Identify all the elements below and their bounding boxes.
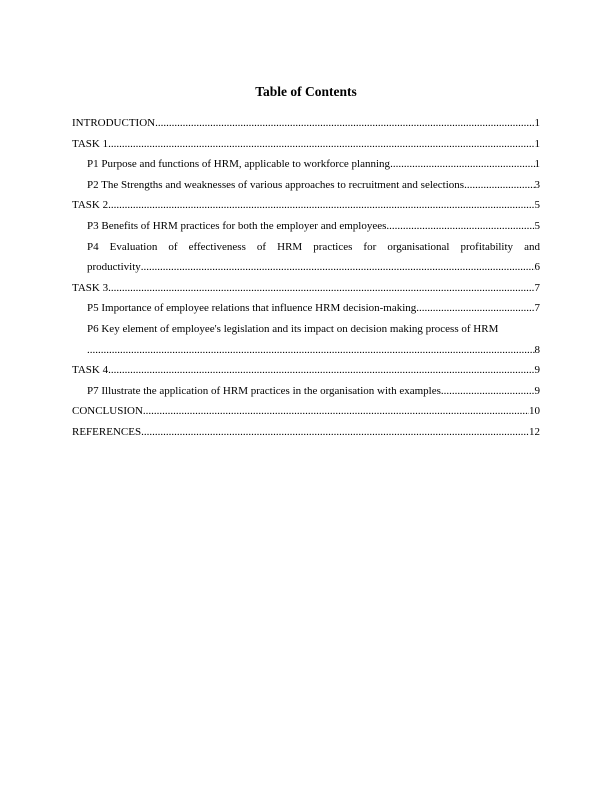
toc-entry-text: P4 Evaluation of effectiveness of HRM practices for organisational profitability and (87, 240, 540, 253)
toc-entry-task-2[interactable] (72, 195, 540, 216)
toc-entry-p7[interactable] (72, 381, 540, 402)
toc-entry-text: TASK 1 (72, 137, 109, 150)
toc-entry-p4-line-1[interactable] (72, 237, 540, 258)
toc-leader-dots (141, 422, 529, 443)
toc-leader-dots (464, 175, 534, 196)
toc-entry-text: P2 The Strengths and weaknesses of various approaches to recruitment and selections (87, 178, 465, 191)
toc-entry-page: 5 (534, 199, 540, 212)
toc-entry-task-4[interactable] (72, 360, 540, 381)
toc-entry-text: P5 Importance of employee relations that influence HRM decision-making (87, 302, 417, 315)
toc-leader-dots (108, 278, 534, 299)
toc-entry-p3[interactable] (72, 216, 540, 237)
toc-entry-text: P7 Illustrate the application of HRM practices in the organisation with examples (87, 384, 441, 397)
toc-entry-p6-line-2[interactable] (72, 340, 540, 361)
toc-leader-dots (386, 216, 534, 237)
toc-entry-text: TASK 2 (72, 199, 109, 212)
toc-entry-page: 7 (534, 302, 540, 315)
toc-entry-page: 12 (529, 425, 540, 438)
toc-entry-references[interactable] (72, 422, 540, 443)
toc-leader-dots (390, 154, 534, 175)
toc-entry-page: 1 (534, 117, 540, 129)
toc-entry-page: 1 (534, 158, 540, 171)
toc-entry-p6-line-1[interactable] (72, 319, 540, 340)
toc-entry-p4-line-2[interactable] (72, 257, 540, 278)
toc-entry-page: 9 (534, 364, 540, 377)
toc-entry-page: 10 (529, 405, 540, 418)
toc-entry-text: P1 Purpose and functions of HRM, applicable to workforce planning (87, 158, 391, 171)
toc-entry-text: P6 Key element of employee's legislation and its impact on decision making process of HRM (87, 322, 499, 335)
toc-entry-text: TASK 4 (72, 364, 109, 377)
toc-leader-dots (87, 340, 535, 361)
toc-entry-text: TASK 3 (72, 281, 109, 294)
toc-leader-dots (108, 134, 534, 155)
toc-leader-dots (155, 113, 534, 134)
toc-leader-dots (143, 401, 529, 422)
toc-title: Table of Contents (255, 84, 357, 99)
toc-entry-text: INTRODUCTION (72, 117, 156, 129)
toc-leader-dots (108, 195, 534, 216)
toc-entry-page: 8 (534, 343, 540, 356)
toc-entry-conclusion[interactable] (72, 401, 540, 422)
toc-entry-text: REFERENCES (72, 425, 142, 438)
table-of-contents (72, 113, 540, 443)
toc-entry-page: 6 (534, 261, 540, 274)
toc-entry-introduction[interactable] (72, 113, 540, 134)
toc-entry-text: productivity (87, 261, 141, 274)
toc-leader-dots (416, 298, 534, 319)
toc-entry-page: 5 (534, 219, 540, 232)
toc-entry-page: 1 (534, 137, 540, 150)
toc-entry-p2[interactable] (72, 175, 540, 196)
toc-entry-task-1[interactable] (72, 134, 540, 155)
toc-entry-page: 9 (534, 384, 540, 397)
toc-leader-dots (108, 360, 534, 381)
toc-leader-dots (141, 257, 535, 278)
toc-entry-text: P3 Benefits of HRM practices for both the employer and employees (87, 219, 387, 232)
toc-entry-p5[interactable] (72, 298, 540, 319)
toc-entry-page: 3 (534, 178, 540, 191)
toc-entry-p1[interactable] (72, 154, 540, 175)
toc-entry-text: CONCLUSION (72, 405, 143, 418)
toc-entry-task-3[interactable] (72, 278, 540, 299)
toc-entry-page: 7 (534, 281, 540, 294)
toc-leader-dots (441, 381, 535, 402)
